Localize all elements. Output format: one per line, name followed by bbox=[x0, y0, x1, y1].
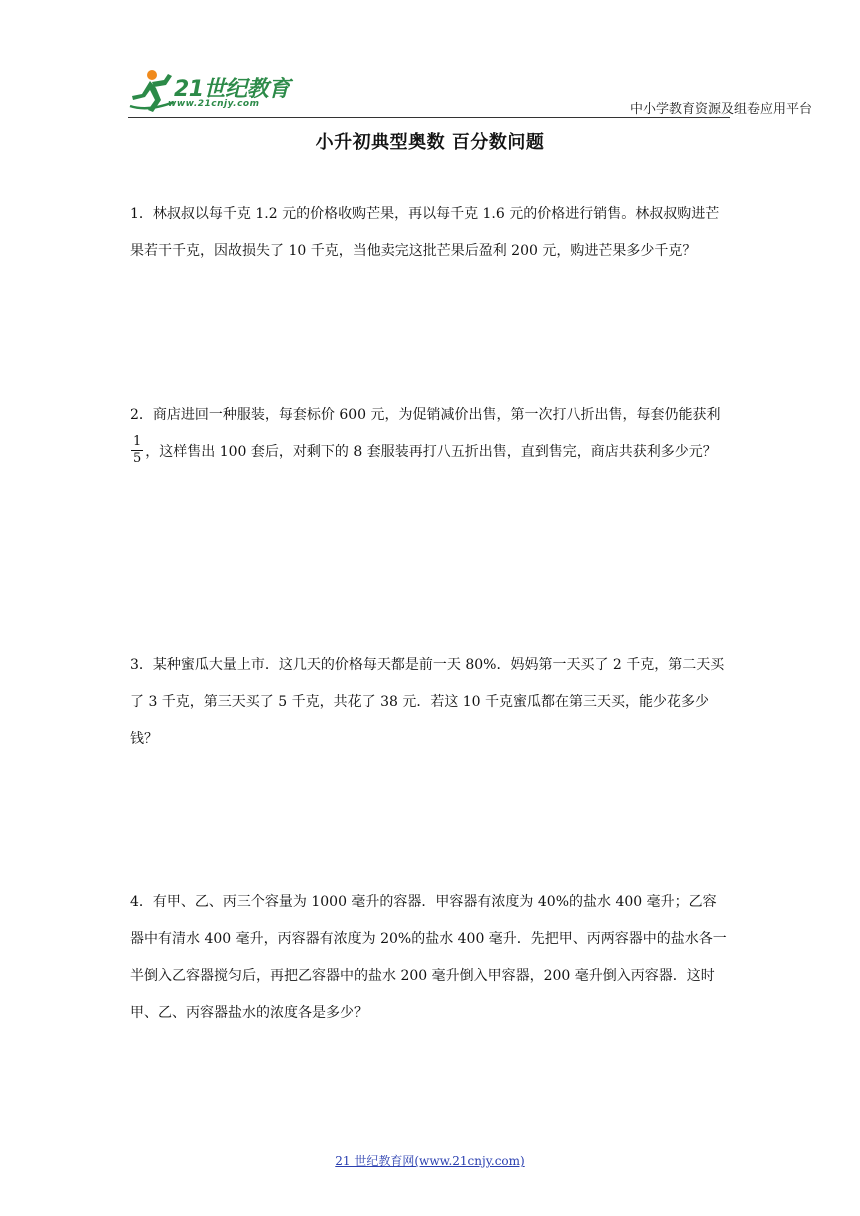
fraction-denominator: 5 bbox=[133, 450, 142, 466]
logo-url: www.21cnjy.com bbox=[168, 99, 260, 109]
page-header bbox=[128, 64, 813, 118]
fraction-numerator: 1 bbox=[133, 433, 142, 449]
question-4: 4．有甲、乙、丙三个容量为 1000 毫升的容器．甲容器有浓度为 40%的盐水 400 毫升；乙容器中有清水 400 毫升，丙容器有浓度为 20%的盐水 400 毫升．先把甲、丙两容器中的盐水各一半倒入乙容器搅匀后，再把乙容器中的盐水 200 毫升倒入甲容器，200 毫升倒入丙容器．这时甲、乙、丙容器盐水的浓度各是多少？ bbox=[130, 894, 727, 1021]
site-logo[interactable] bbox=[128, 66, 298, 116]
question-2-text-after: ，这样售出 100 套后，对剩下的 8 套服装再打八五折出售，直到售完，商店共获利多少元？ bbox=[145, 444, 717, 460]
platform-name: 中小学教育资源及组卷应用平台 bbox=[630, 102, 813, 117]
question-2-text-before: 2．商店进回一种服装，每套标价 600 元，为促销减价出售，第一次打八折出售，每套仍能获利 bbox=[130, 407, 721, 423]
header-divider bbox=[128, 117, 730, 118]
page-footer bbox=[0, 1152, 860, 1169]
logo-text: 21世纪教育 bbox=[174, 77, 290, 102]
footer-link[interactable]: 21 世纪教育网(www.21cnjy.com) bbox=[335, 1154, 525, 1168]
question-1: 1．林叔叔以每千克 1.2 元的价格收购芒果，再以每千克 1.6 元的价格进行销售。林叔叔购进芒果若干千克，因故损失了 10 千克，当他卖完这批芒果后盈利 200 元，购进芒果多少千克？ bbox=[130, 206, 720, 259]
fraction bbox=[131, 434, 143, 467]
question-3: 3．某种蜜瓜大量上市．这几天的价格每天都是前一天 80%．妈妈第一天买了 2 千克，第二天买了 3 千克，第三天买了 5 千克，共花了 38 元．若这 10 千克蜜瓜都在第三天买，能少花多少钱？ bbox=[130, 657, 725, 747]
question-2 bbox=[130, 397, 730, 471]
page-title: 小升初典型奥数 百分数问题 bbox=[315, 132, 545, 153]
